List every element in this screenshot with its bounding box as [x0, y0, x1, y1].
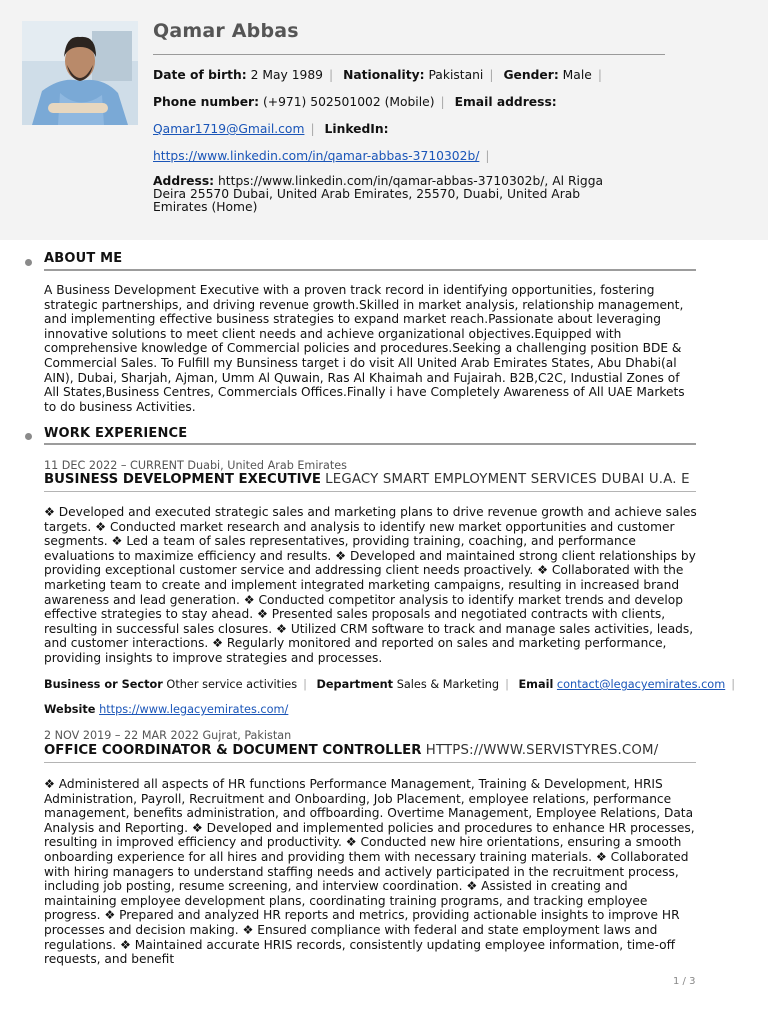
address-value: https://www.linkedin.com/in/qamar-abbas-3710302b/, Al Rigga Deira 25570 Dubai, United Arab Emirates, 25570, Duabi, United Arab Emirates (Home) — [153, 174, 604, 214]
separator: | — [597, 68, 602, 82]
job-title: OFFICE COORDINATOR & DOCUMENT CONTROLLER — [44, 743, 422, 758]
work-section-divider — [44, 443, 696, 445]
gender-label: Gender: — [503, 68, 559, 82]
linkedin-link[interactable]: https://www.linkedin.com/in/qamar-abbas-3710302b/ — [153, 149, 480, 163]
candidate-name: Qamar Abbas — [153, 20, 299, 42]
job-company: LEGACY SMART EMPLOYMENT SERVICES DUBAI U.A. E — [325, 472, 690, 487]
section-bullet-icon — [25, 259, 32, 266]
website-label: Website — [44, 703, 96, 716]
about-section-divider — [44, 269, 696, 271]
job-heading — [44, 743, 658, 758]
separator: | — [485, 149, 490, 163]
work-section-title: WORK EXPERIENCE — [44, 426, 188, 441]
linkedin-label: LinkedIn: — [324, 122, 389, 136]
company-email-label: Email — [518, 678, 554, 691]
separator: | — [489, 68, 494, 82]
job-description: ❖ Developed and executed strategic sales and marketing plans to drive revenue growth and achieve sales targets. ❖ Conducted market research and analysis to identify new market opportunities and customer segments. ❖ Led a team of sales representatives, providing training, coaching, and performance evaluations to maximize efficiency and results. ❖ Developed and maintained strong client relationships by providing exceptional customer service and addressing client needs proactively. ❖ Collaborated with the marketing team to create and implement integrated marketing campaigns, resulting in increased brand awareness and lead generation. ❖ Conducted competitor analysis to identify market trends and develop effective strategies to stay ahead. ❖ Presented sales proposals and negotiated contracts with clients, resulting in successful sales closures. ❖ Utilized CRM software to track and manage sales activities, leads, and customer interactions. ❖ Regularly monitored and reported on sales and marketing performance, providing insights to improve strategies and processes. — [44, 505, 697, 665]
email-link[interactable]: Qamar1719@Gmail.com — [153, 122, 305, 136]
sector-value: Other service activities — [166, 678, 298, 691]
sector-label: Business or Sector — [44, 678, 163, 691]
nationality-label: Nationality: — [343, 68, 425, 82]
dob-value: 2 May 1989 — [250, 68, 323, 82]
job-date-location: 11 DEC 2022 – CURRENT Duabi, United Arab Emirates — [44, 459, 347, 472]
separator: | — [505, 678, 509, 691]
page-number: 1 / 3 — [673, 976, 696, 987]
section-bullet-icon — [25, 433, 32, 440]
email-linkedin-line — [153, 122, 389, 136]
department-label: Department — [316, 678, 394, 691]
profile-photo — [22, 21, 138, 125]
name-divider — [153, 54, 665, 55]
job-date-location: 2 NOV 2019 – 22 MAR 2022 Gujrat, Pakistan — [44, 729, 292, 742]
company-email-link[interactable]: contact@legacyemirates.com — [556, 678, 726, 691]
linkedin-line — [153, 149, 496, 163]
separator: | — [329, 68, 334, 82]
about-text: A Business Development Executive with a proven track record in identifying opportunities, fostering strategic partnerships, and driving revenue growth.Skilled in market analysis, relationship management, and implementing effective business strategies to expand market reach.Passionate about leveraging innovative solutions to meet client needs and achieve organizational objectives.Equipped with comprehensive knowledge of Commercial policies and procedures.Seeking a challenging position BDE & Commercial Sales. To Fulfill my Bunsiness target i do visit All United Arab Emirates States, Abu Dhabi(al AIN), Dubai, Sharjah, Ajman, Umm Al Quwain, Ras Al Khaimah and Fujairah. B2B,C2C, Industial Zones of All States,Business Centres, Commercials Offices.Finally i have Completely Awareness of All UAE Markets to do business Activities. — [44, 283, 685, 414]
job-description: ❖ Administered all aspects of HR functions Performance Management, Training & Development, HRIS Administration, Payroll, Recruitment and Onboarding, Job Placement, employee relations, performance management, benefits administration, and offboarding. Overtime Management, Employee Relations, Data Analysis and Reporting. ❖ Developed and implemented policies and procedures to enhance HR processes, resulting in improved efficiency and productivity. ❖ Conducted new hire orientations, ensuring a smooth onboarding experience for all hires and providing them with necessary training materials. ❖ Collaborated with hiring managers to understand staffing needs and actively participated in the recruitment process, including job posting, resume screening, and interview coordination. ❖ Assisted in creating and maintaining employee development plans, coordinating training programs, and tracking employee progress. ❖ Prepared and analyzed HR reports and metrics, providing actionable insights to improve HR processes and decision making. ❖ Ensured compliance with federal and state employment laws and regulations. ❖ Maintained accurate HRIS records, consistently updating employee information, time-off requests, and benefit — [44, 777, 695, 967]
separator: | — [440, 95, 445, 109]
separator: | — [310, 122, 315, 136]
contact-info-line — [153, 95, 557, 109]
separator: | — [303, 678, 307, 691]
job-divider — [44, 491, 696, 492]
job-divider — [44, 762, 696, 763]
email-label: Email address: — [454, 95, 557, 109]
personal-info-line — [153, 68, 608, 82]
job-company: HTTPS://WWW.SERVISTYRES.COM/ — [425, 743, 659, 758]
job-heading — [44, 472, 690, 487]
about-section-title: ABOUT ME — [44, 251, 123, 266]
phone-label: Phone number: — [153, 95, 260, 109]
nationality-value: Pakistani — [428, 68, 484, 82]
job-details-line — [44, 678, 741, 691]
job-title: BUSINESS DEVELOPMENT EXECUTIVE — [44, 472, 321, 487]
department-value: Sales & Marketing — [396, 678, 500, 691]
profile-photo-image — [22, 21, 138, 125]
phone-value: (+971) 502501002 (Mobile) — [262, 95, 435, 109]
gender-value: Male — [562, 68, 592, 82]
job-website-line — [44, 703, 288, 716]
separator: | — [731, 678, 736, 691]
company-website-link[interactable]: https://www.legacyemirates.com/ — [99, 703, 289, 716]
dob-label: Date of birth: — [153, 68, 247, 82]
address-label: Address: — [153, 174, 215, 188]
address-block — [153, 175, 633, 214]
profile-header — [0, 0, 768, 240]
